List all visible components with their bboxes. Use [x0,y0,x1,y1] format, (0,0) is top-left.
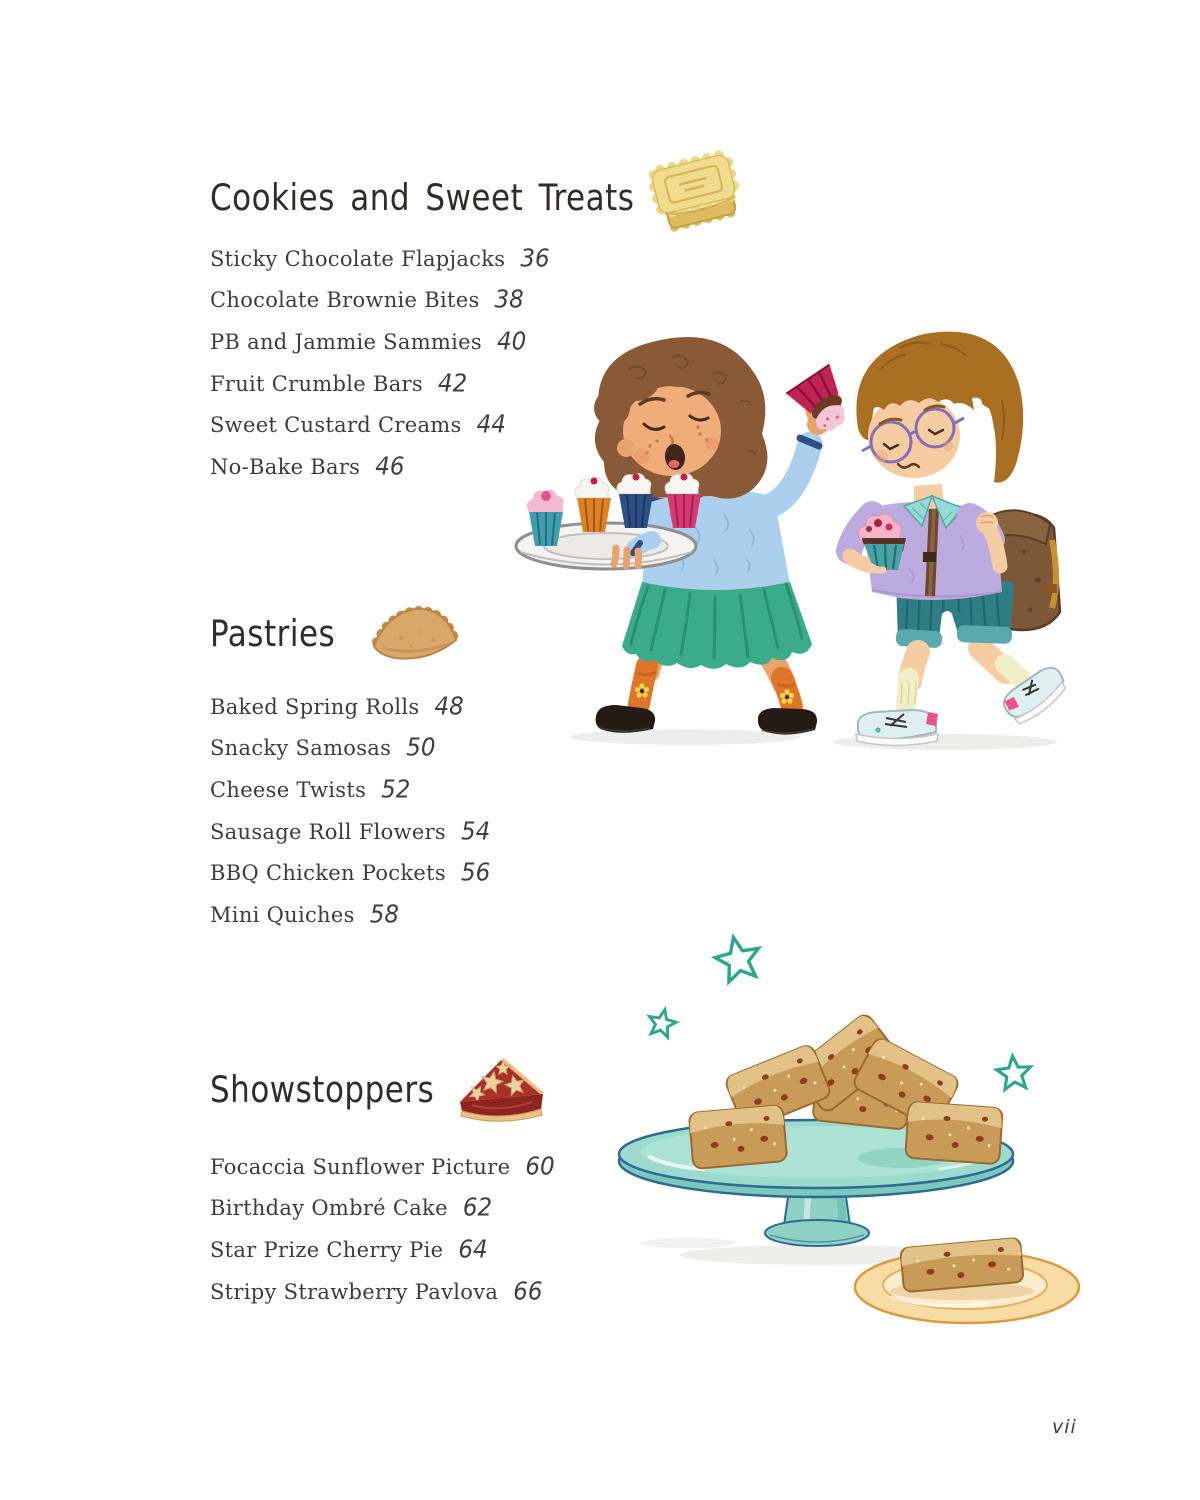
doodle-star [996,1055,1033,1090]
cornish-pasty-icon [367,598,462,670]
toc-entry: Cheese Twists 52 [210,775,411,805]
toc-entry: BBQ Chicken Pockets 56 [210,859,491,888]
page-number: vii [1052,1416,1077,1438]
doodle-star [646,1007,678,1038]
shadow [640,1238,736,1248]
cupcake [617,474,653,529]
section-heading-cookies [210,150,746,245]
flapjack-cake-stand-illustration [610,925,1120,1345]
section-title: Cookies and Sweet Treats [210,176,635,219]
children-cupcakes-illustration [500,300,1100,750]
section-heading-pastries [210,598,462,670]
section-title: Pastries [210,612,336,656]
toc-entry: PB and Jammie Sammies 40 [210,327,527,357]
section-list-cookies [210,238,550,488]
cherry-pie-slice-icon [452,1052,550,1127]
toc-entry: Fruit Crumble Bars 42 [210,369,468,398]
toc-entry: Snacky Samosas 50 [210,734,436,763]
toc-entry: Star Prize Cherry Pie 64 [210,1235,488,1265]
section-list-pastries [210,686,490,936]
section-list-showstoppers [210,1146,555,1312]
custard-cream-cookie-icon [646,150,746,245]
toc-entry: Sticky Chocolate Flapjacks 36 [210,244,550,273]
section-title: Showstoppers [210,1068,435,1111]
section-heading-showstoppers [210,1052,550,1127]
front-sneaker [856,710,938,746]
toc-entry: Focaccia Sunflower Picture 60 [210,1152,555,1181]
boy-figure [849,332,1072,746]
toc-entry: Chocolate Brownie Bites 38 [210,286,524,315]
cupcake-tray [516,474,701,570]
toc-entry: Mini Quiches 58 [210,900,399,929]
doodle-star [712,933,764,984]
toc-entry: Birthday Ombré Cake 62 [210,1194,493,1223]
held-cupcake [786,365,861,441]
toc-entry: Stripy Strawberry Pavlova 66 [210,1277,543,1306]
toc-entry: No-Bake Bars 46 [210,452,405,481]
toc-entry: Sweet Custard Creams 44 [210,411,506,440]
toc-entry: Baked Spring Rolls 48 [210,692,464,721]
toc-entry: Sausage Roll Flowers 54 [210,817,491,846]
